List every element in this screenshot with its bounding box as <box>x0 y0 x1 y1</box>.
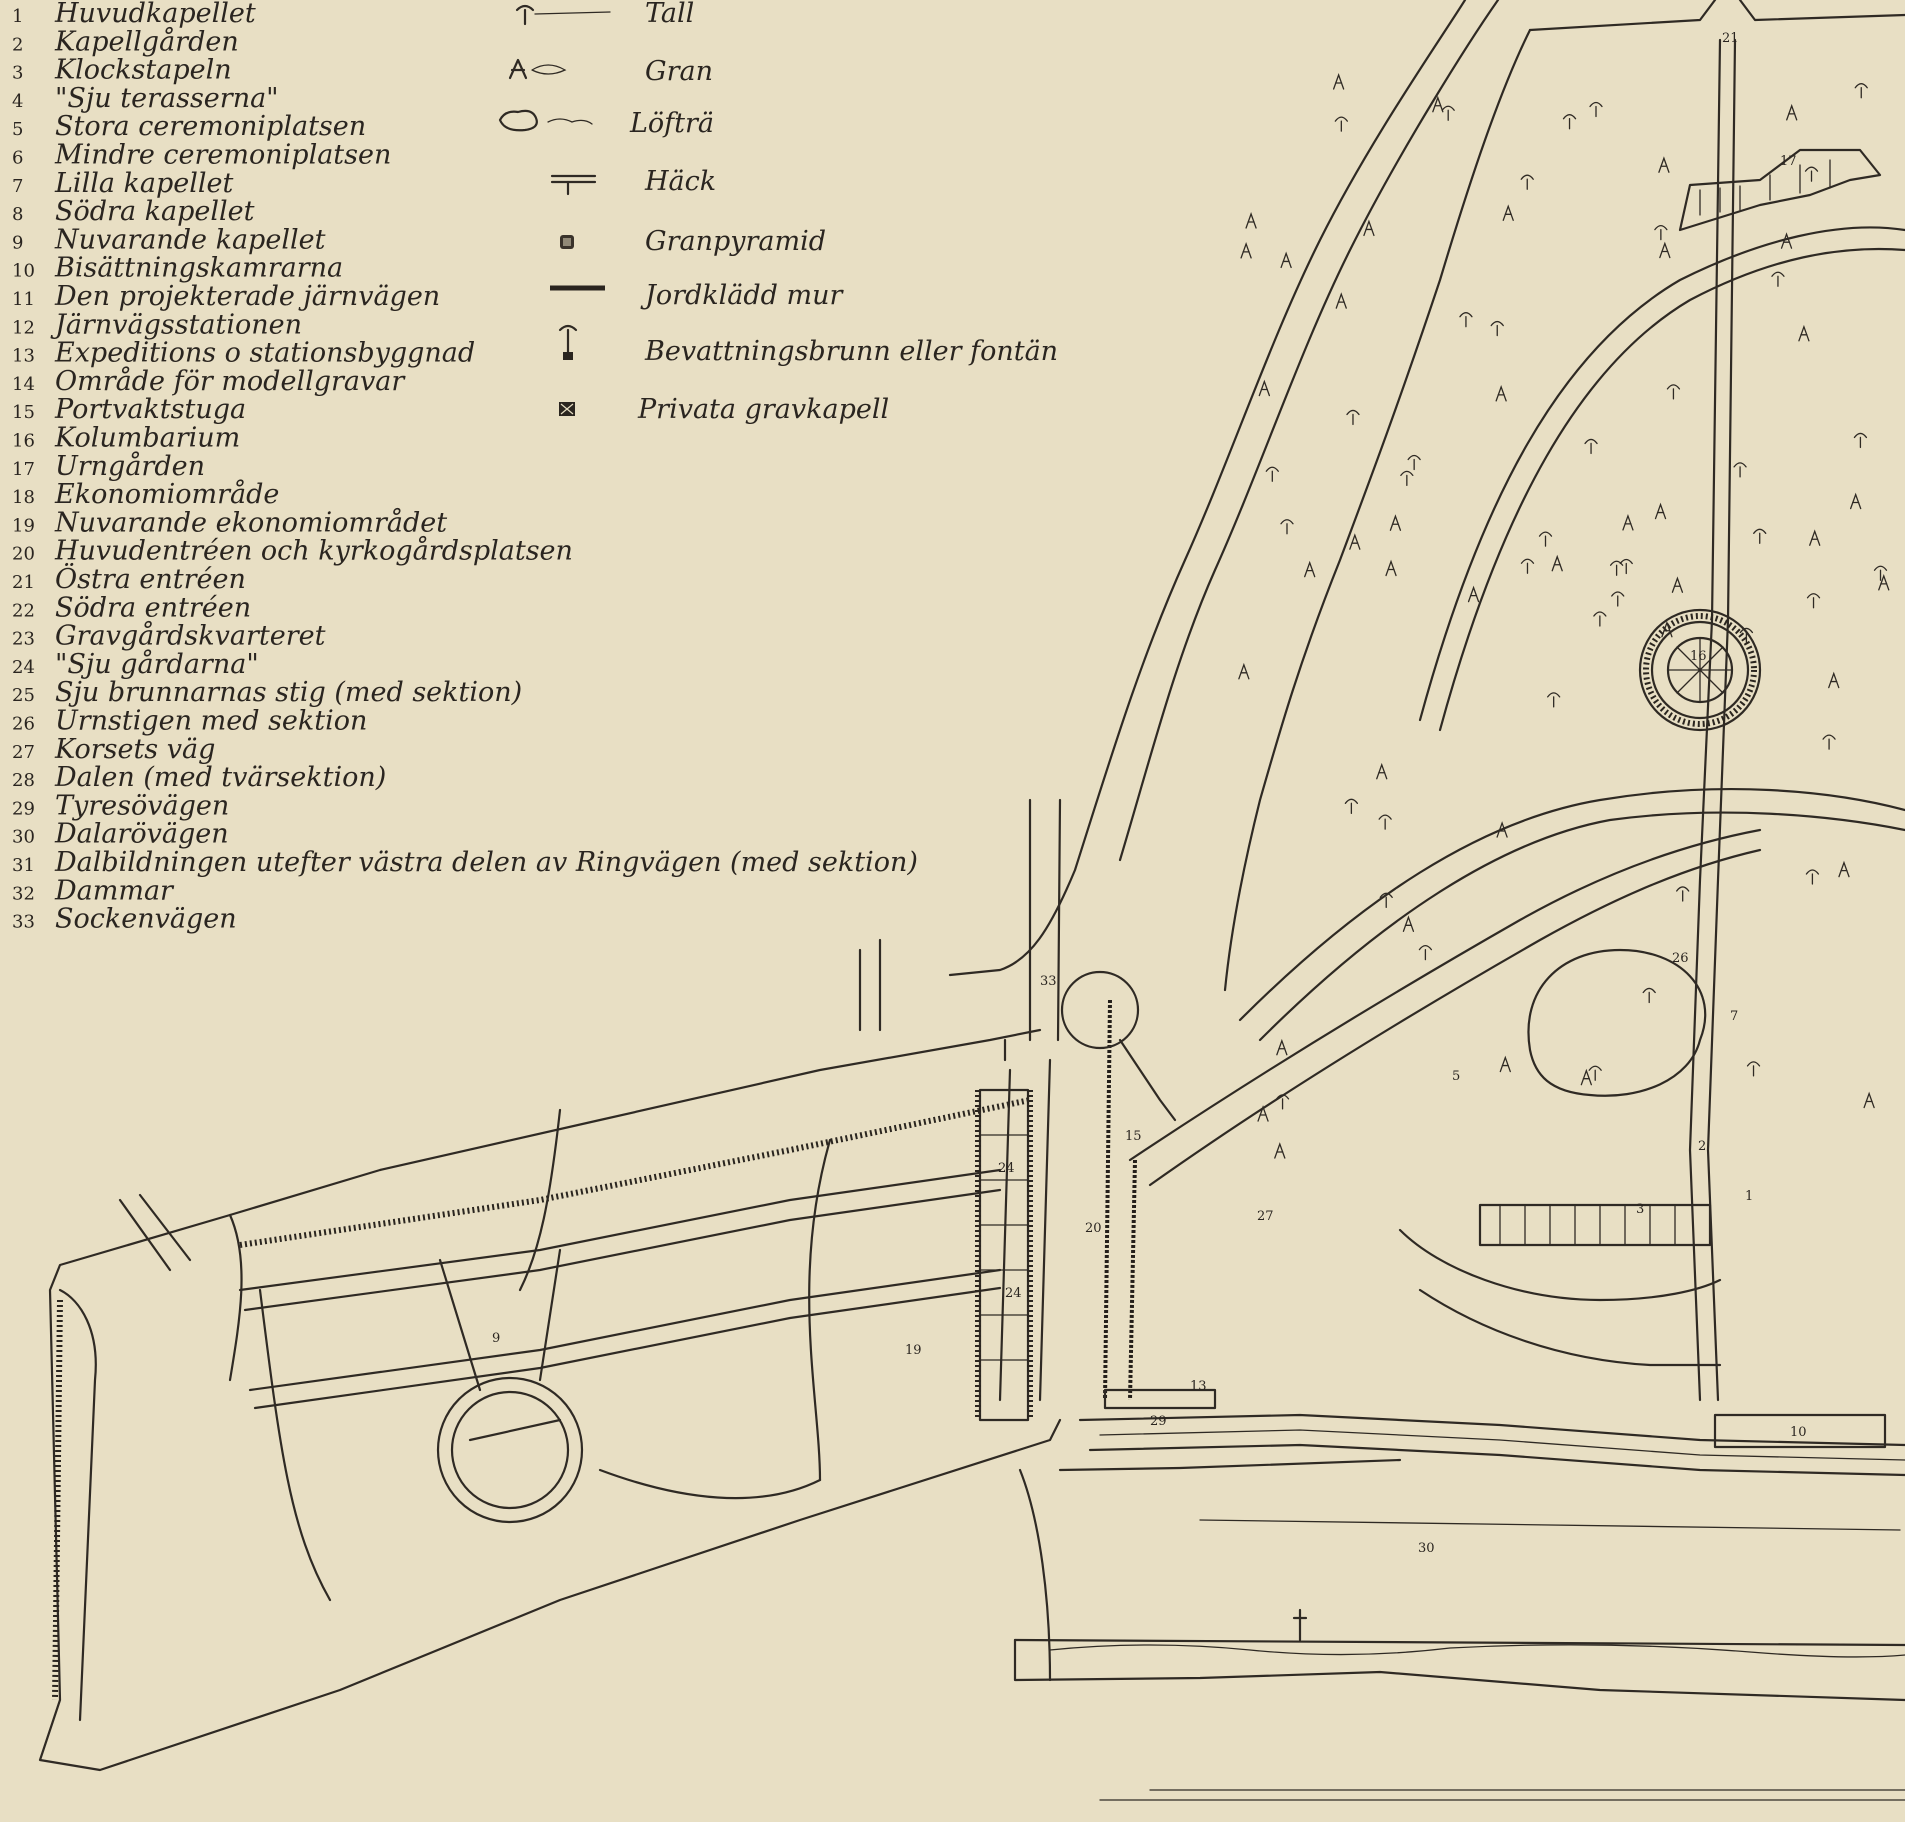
pine-tree-icon <box>1281 520 1293 534</box>
deciduous-tree-icon <box>500 111 592 130</box>
legend-number: 12 <box>12 317 35 339</box>
map-label-17: 17 <box>1780 154 1797 169</box>
map-label-16: 16 <box>1690 649 1707 664</box>
grand-ceremony-place <box>1528 950 1705 1096</box>
legend-number: 32 <box>12 883 35 905</box>
map-label-1: 1 <box>1745 1189 1754 1204</box>
south-road-south-edge <box>1090 1445 1905 1475</box>
legend-label: Portvaktstuga <box>55 394 247 426</box>
ring-road-inner <box>1260 813 1905 1040</box>
round-pond <box>1062 972 1175 1120</box>
spruce-tree-icon <box>1336 294 1346 308</box>
north-arc-road <box>1420 227 1905 720</box>
pine-tree-icon <box>1643 988 1655 1002</box>
legend-label: Urngården <box>55 450 205 482</box>
west-diagonal-road <box>120 1195 190 1270</box>
spruce-tree-icon <box>1581 1071 1591 1085</box>
map-label-15: 15 <box>1125 1129 1142 1144</box>
legend-number: 25 <box>12 685 35 707</box>
legend-number: 15 <box>12 402 35 424</box>
legend-number: 30 <box>12 826 35 848</box>
legend-number: 11 <box>12 289 35 310</box>
map-label-7: 7 <box>1730 1009 1739 1024</box>
legend-label: Dalarövägen <box>55 818 229 850</box>
legend-number: 26 <box>12 713 35 735</box>
pine-tree-icon <box>1347 410 1359 424</box>
map-label-19: 19 <box>905 1343 922 1358</box>
map-label-27: 27 <box>1257 1209 1274 1224</box>
map-label-24a: 24 <box>998 1161 1015 1176</box>
pine-tree-icon <box>1590 103 1602 117</box>
legend-label: Södra kapellet <box>55 196 255 228</box>
legend-number: 19 <box>12 515 35 537</box>
map-label-30: 30 <box>1418 1541 1435 1556</box>
spruce-tree-icon <box>1656 505 1666 519</box>
legend-label: Korsets väg <box>55 733 216 765</box>
spruce-tree-icon <box>1660 244 1670 258</box>
legend-number: 28 <box>12 770 35 792</box>
legend-label: Dammar <box>55 875 173 907</box>
legend-label: Urnstigen med sektion <box>55 705 368 737</box>
pine-tree-icon <box>1589 1066 1601 1080</box>
legend-number: 6 <box>12 147 24 169</box>
west-outer-boundary <box>40 1030 1060 1770</box>
legend-number: 8 <box>12 204 24 226</box>
dalarovagen-south-edge <box>1200 1520 1900 1530</box>
pine-tree-icon <box>1806 167 1818 181</box>
legend-label: Expeditions o stationsbyggnad <box>55 337 476 369</box>
legend-label: Kapellgården <box>55 26 239 58</box>
pine-tree-icon <box>1419 946 1431 960</box>
legend-number: 17 <box>12 458 35 480</box>
legend-number: 33 <box>12 911 35 933</box>
pine-tree-icon <box>1491 322 1503 336</box>
pine-tree-icon <box>1655 226 1667 240</box>
legend-label: Kolumbarium <box>55 422 241 454</box>
legend-label: Bisättningskamrarna <box>55 252 344 284</box>
symbol-label-pine: Tall <box>645 0 695 29</box>
circular-monument <box>1640 610 1760 730</box>
legend-label: Sockenvägen <box>55 903 237 935</box>
map-label-29: 29 <box>1150 1414 1167 1429</box>
pine-tree-icon <box>1677 887 1689 901</box>
legend-label: Nuvarande ekonomiområdet <box>55 507 448 539</box>
pine-tree-icon <box>1335 117 1347 131</box>
pine-tree-icon <box>1521 559 1533 573</box>
spruce-tree-icon <box>1829 674 1839 688</box>
legend-list <box>12 0 918 935</box>
spruce-tree-icon <box>1241 244 1251 258</box>
pine-tree-icon <box>1594 612 1606 626</box>
pine-tree-icon <box>1667 385 1679 399</box>
spruce-tree-icon <box>1672 578 1682 592</box>
pine-tree-icon <box>1564 115 1576 129</box>
legend-number: 14 <box>12 373 35 395</box>
ring-road-outer <box>1240 789 1905 1020</box>
pine-tree-icon <box>1734 463 1746 477</box>
symbol-label-earth-wall: Jordklädd mur <box>645 280 843 311</box>
map-label-5: 5 <box>1452 1069 1461 1084</box>
pine-tree-icon <box>517 6 610 24</box>
pine-tree-icon <box>1754 529 1766 543</box>
spruce-tree-icon <box>1403 917 1413 931</box>
spruce-tree-icon <box>1275 1144 1285 1158</box>
spruce-tree-icon <box>1799 327 1809 341</box>
spruce-tree-icon <box>510 60 565 78</box>
east-area-boundary <box>1530 0 1905 30</box>
spruce-tree-icon <box>1386 562 1396 576</box>
spruce-tree-icon <box>1469 588 1479 602</box>
spruce-tree-icon <box>1377 765 1387 779</box>
pine-tree-icon <box>1540 532 1552 546</box>
legend-label: Ekonomiområde <box>55 479 280 511</box>
pine-tree-icon <box>1266 467 1278 481</box>
pine-tree-icon <box>1612 592 1624 606</box>
spruce-tree-icon <box>1281 253 1291 267</box>
spruce-tree-icon <box>1259 382 1269 396</box>
symbol-label-fountain: Bevattningsbrunn eller fontän <box>645 336 1059 367</box>
legend-number: 9 <box>12 232 24 254</box>
private-chapel-icon <box>559 402 575 416</box>
legend-number: 20 <box>12 543 35 565</box>
legend-number: 16 <box>12 430 35 452</box>
legend-number: 2 <box>12 34 24 56</box>
spruce-tree-icon <box>1503 206 1513 220</box>
legend-label: Sju brunnarnas stig (med sektion) <box>55 677 523 709</box>
pine-tree-icon <box>1442 106 1454 120</box>
spruce-tree-icon <box>1864 1094 1874 1108</box>
pine-tree-icon <box>1521 175 1533 189</box>
map-label-2: 2 <box>1698 1139 1707 1154</box>
legend-label: Östra entréen <box>55 564 246 595</box>
spruce-tree-icon <box>1390 516 1400 530</box>
legend-number: 23 <box>12 628 35 650</box>
pine-tree-icon <box>1548 693 1560 707</box>
spruce-tree-icon <box>1851 495 1861 509</box>
main-chapel-complex <box>1400 1205 1720 1365</box>
legend-label: Område för modellgravar <box>55 365 405 397</box>
legend-number: 13 <box>12 345 35 367</box>
spruce-tree-icon <box>1350 535 1360 549</box>
legend-label: Huvudentréen och kyrkogårdsplatsen <box>55 535 573 567</box>
legend-label: Nuvarande kapellet <box>55 224 326 256</box>
pine-tree-icon <box>1855 84 1867 98</box>
map-label-10: 10 <box>1790 1425 1807 1440</box>
spruce-tree-icon <box>1334 75 1344 89</box>
legend-label: Huvudkapellet <box>55 0 256 29</box>
legend-label: Tyresövägen <box>55 790 230 822</box>
spruce-tree-icon <box>1500 1058 1510 1072</box>
legend-number: 29 <box>12 798 35 820</box>
legend-label: Mindre ceremoniplatsen <box>55 139 392 171</box>
pine-tree-icon <box>1460 313 1472 327</box>
legend-number: 3 <box>12 62 24 84</box>
map-label-9: 9 <box>492 1331 501 1346</box>
northern-road <box>950 0 1465 975</box>
northern-road-inner <box>1120 0 1498 860</box>
west-cemetery <box>40 1030 1060 1770</box>
legend-number: 5 <box>12 119 24 141</box>
north-arc-road-inner <box>1440 249 1905 730</box>
spruce-tree-icon <box>1623 516 1633 530</box>
map-number-labels <box>492 31 1807 1556</box>
legend-number: 31 <box>12 855 35 876</box>
legend-number: 21 <box>12 572 35 593</box>
pine-tree-icon <box>1585 439 1597 453</box>
legend-label: Stora ceremoniplatsen <box>55 111 367 143</box>
pine-tree-icon <box>1345 799 1357 813</box>
legend-label: Dalbildningen utefter västra delen av Ringvägen (med sektion) <box>55 847 918 878</box>
north-west-road <box>860 940 880 1030</box>
map-label-26: 26 <box>1672 951 1689 966</box>
station-block <box>1105 1000 1215 1408</box>
legend-number: 10 <box>12 260 35 282</box>
symbol-label-spruce-pyramid: Granpyramid <box>645 226 827 257</box>
spruce-tree-icon <box>1239 665 1249 679</box>
legend-number: 27 <box>12 741 35 763</box>
symbol-label-spruce: Gran <box>645 56 713 87</box>
legend-number: 22 <box>12 600 35 622</box>
pine-tree-icon <box>1620 559 1632 573</box>
spruce-tree-icon <box>1552 557 1562 571</box>
spruce-tree-icon <box>1810 531 1820 545</box>
pine-tree-icon <box>1806 870 1818 884</box>
pine-tree-icon <box>1748 1062 1760 1076</box>
pine-tree-icon <box>1408 456 1420 470</box>
pine-tree-icon <box>1823 735 1835 749</box>
legend-label: Järnvägsstationen <box>55 309 303 341</box>
pine-tree-icon <box>1277 1095 1289 1109</box>
spruce-tree-icon <box>1364 221 1374 235</box>
legend-label: Gravgårdskvarteret <box>55 620 326 652</box>
map-label-13: 13 <box>1190 1379 1207 1394</box>
legend-label: "Sju terasserna" <box>55 82 279 114</box>
spruce-tree-icon <box>1246 214 1256 228</box>
legend-label: Lilla kapellet <box>55 167 234 199</box>
spruce-tree-icon <box>1839 863 1849 877</box>
pine-tree-icon <box>1401 471 1413 485</box>
sockenvagen-road <box>1030 800 1060 1040</box>
legend-label: "Sju gårdarna" <box>55 648 259 680</box>
spruce-pyramid-icon <box>560 235 574 249</box>
symbol-label-deciduous: Löfträ <box>630 108 715 139</box>
spruce-tree-icon <box>1277 1041 1287 1055</box>
legend-number: 1 <box>12 6 24 27</box>
symbol-label-private-chapel: Privata gravkapell <box>638 394 890 425</box>
legend-label: Den projekterade järnvägen <box>55 281 441 312</box>
legend-label: Södra entréen <box>55 592 252 624</box>
south-road-north-edge <box>1080 1415 1905 1445</box>
symbol-label-hedge: Häck <box>645 166 717 197</box>
legend-label: Klockstapeln <box>55 54 232 86</box>
legend-number: 24 <box>12 656 35 678</box>
legend-number: 7 <box>12 175 24 197</box>
spruce-tree-icon <box>1787 106 1797 120</box>
hedge-icon <box>552 176 595 194</box>
legend-number: 18 <box>12 487 35 509</box>
map-label-33: 33 <box>1040 974 1057 989</box>
map-label-3: 3 <box>1636 1202 1645 1217</box>
east-area-west-edge <box>1225 30 1530 990</box>
fountain-icon <box>560 326 576 360</box>
legend-label: Dalen (med tvärsektion) <box>55 762 387 794</box>
map-label-21: 21 <box>1722 31 1739 46</box>
pine-tree-icon <box>1772 272 1784 286</box>
longitudinal-section <box>1015 1610 1905 1800</box>
map-label-24b: 24 <box>1005 1286 1022 1301</box>
spruce-tree-icon <box>1782 234 1792 248</box>
map-label-20: 20 <box>1085 1221 1102 1236</box>
legend-number: 4 <box>12 90 24 112</box>
pine-tree-icon <box>1808 594 1820 608</box>
spruce-tree-icon <box>1496 387 1506 401</box>
spruce-tree-icon <box>1305 563 1315 577</box>
pine-tree-icon <box>1379 815 1391 829</box>
central-avenue-west <box>1690 40 1720 1400</box>
spruce-tree-icon <box>1659 158 1669 172</box>
symbol-key <box>500 0 1058 425</box>
pine-tree-icon <box>1854 433 1866 447</box>
